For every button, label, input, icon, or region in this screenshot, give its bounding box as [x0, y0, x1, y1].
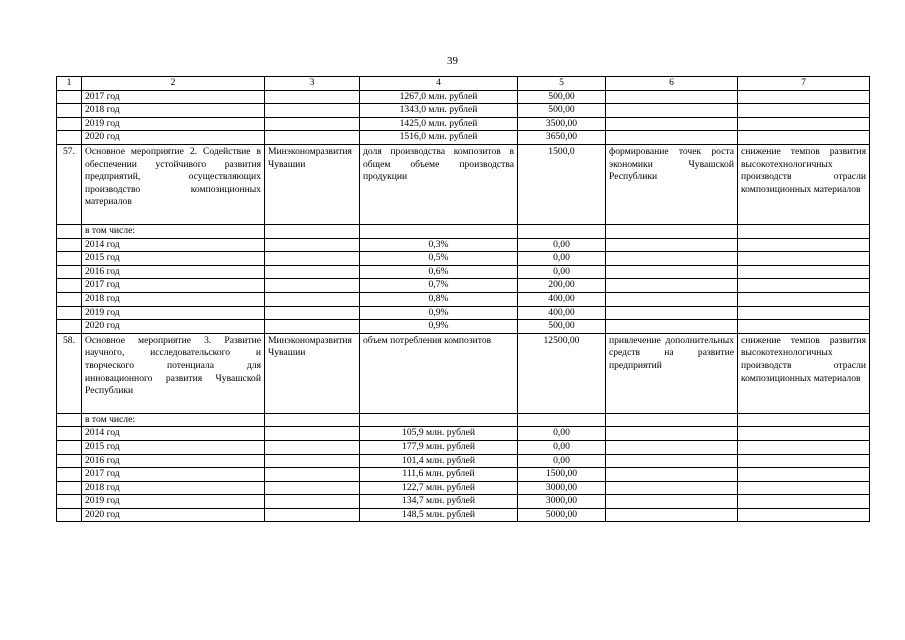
indicator-cell: 148,5 млн. рублей: [360, 508, 518, 522]
indicator-cell: 101,4 млн. рублей: [360, 454, 518, 468]
amount-cell: 1500,00: [518, 468, 606, 482]
year-cell: 2020 год: [82, 508, 265, 522]
header-cell: 2: [82, 77, 265, 91]
indicator-cell: 0,5%: [360, 252, 518, 266]
year-cell: 2016 год: [82, 265, 265, 279]
including-row: [57, 413, 870, 427]
table-row: [57, 279, 870, 293]
amount-cell: 12500,00: [518, 333, 606, 413]
amount-cell: 3000,00: [518, 495, 606, 509]
amount-cell: 3500,00: [518, 117, 606, 131]
risk-cell: снижение темпов развития высокотехнологичных производств отрасли композиционных материалов: [738, 144, 870, 224]
indicator-cell: 1516,0 млн. рублей: [360, 131, 518, 145]
amount-cell: 0,00: [518, 454, 606, 468]
including-row: [57, 224, 870, 238]
year-cell: 2018 год: [82, 481, 265, 495]
amount-cell: 500,00: [518, 90, 606, 104]
result-cell: привлечение дополнительных средств на развитие предприятий: [606, 333, 738, 413]
executor-cell: Минэкономразвития Чувашии: [265, 333, 360, 413]
amount-cell: 3000,00: [518, 481, 606, 495]
table-row: [57, 104, 870, 118]
year-cell: 2019 год: [82, 306, 265, 320]
year-cell: 2019 год: [82, 117, 265, 131]
row-number: 57.: [57, 144, 82, 224]
year-cell: 2019 год: [82, 495, 265, 509]
year-cell: 2017 год: [82, 279, 265, 293]
year-cell: 2014 год: [82, 238, 265, 252]
indicator-cell: 1425,0 млн. рублей: [360, 117, 518, 131]
table-row: [57, 495, 870, 509]
header-row: [57, 77, 870, 91]
measures-table: [56, 76, 870, 522]
indicator-cell: 0,8%: [360, 292, 518, 306]
including-label: в том числе:: [82, 413, 265, 427]
year-cell: 2018 год: [82, 104, 265, 118]
year-cell: 2017 год: [82, 90, 265, 104]
table-row: [57, 306, 870, 320]
table-row: [57, 265, 870, 279]
header-cell: 5: [518, 77, 606, 91]
indicator-cell: 1343,0 млн. рублей: [360, 104, 518, 118]
amount-cell: 3650,00: [518, 131, 606, 145]
header-cell: 7: [738, 77, 870, 91]
table-row: [57, 320, 870, 334]
year-cell: 2015 год: [82, 252, 265, 266]
indicator-cell: 0,9%: [360, 320, 518, 334]
indicator-cell: 134,7 млн. рублей: [360, 495, 518, 509]
result-cell: формирование точек роста экономики Чувашской Республики: [606, 144, 738, 224]
amount-cell: 5000,00: [518, 508, 606, 522]
table-row: [57, 117, 870, 131]
row-number: 58.: [57, 333, 82, 413]
year-cell: 2015 год: [82, 440, 265, 454]
year-cell: 2018 год: [82, 292, 265, 306]
indicator-cell: 122,7 млн. рублей: [360, 481, 518, 495]
amount-cell: 400,00: [518, 292, 606, 306]
indicator-cell: 177,9 млн. рублей: [360, 440, 518, 454]
including-label: в том числе:: [82, 224, 265, 238]
table-row: [57, 131, 870, 145]
indicator-cell: 0,7%: [360, 279, 518, 293]
table-row: [57, 238, 870, 252]
year-cell: 2020 год: [82, 131, 265, 145]
table-row: [57, 90, 870, 104]
indicator-name: доля производства композитов в общем объеме производства продукции: [360, 144, 518, 224]
page-number: 39: [447, 55, 458, 67]
table-row: [57, 427, 870, 441]
amount-cell: 0,00: [518, 427, 606, 441]
indicator-cell: 0,6%: [360, 265, 518, 279]
amount-cell: 200,00: [518, 279, 606, 293]
header-cell: 6: [606, 77, 738, 91]
indicator-cell: 105,9 млн. рублей: [360, 427, 518, 441]
year-cell: 2014 год: [82, 427, 265, 441]
header-cell: 1: [57, 77, 82, 91]
year-cell: 2017 год: [82, 468, 265, 482]
indicator-cell: 0,9%: [360, 306, 518, 320]
year-cell: 2016 год: [82, 454, 265, 468]
measure-row-57: [57, 144, 870, 224]
amount-cell: 0,00: [518, 440, 606, 454]
amount-cell: 0,00: [518, 252, 606, 266]
amount-cell: 1500,0: [518, 144, 606, 224]
executor-cell: Минэкономразвития Чувашии: [265, 144, 360, 224]
amount-cell: 400,00: [518, 306, 606, 320]
header-cell: 4: [360, 77, 518, 91]
table-row: [57, 508, 870, 522]
table-row: [57, 481, 870, 495]
amount-cell: 0,00: [518, 265, 606, 279]
indicator-name: объем потребления композитов: [360, 333, 518, 413]
measure-name: Основное мероприятие 3. Развитие научного, исследовательского и творческого потенциала для инновационного развития Чувашской Республики: [82, 333, 265, 413]
measure-row-58: [57, 333, 870, 413]
amount-cell: 500,00: [518, 104, 606, 118]
measure-name: Основное мероприятие 2. Содействие в обеспечении устойчивого развития предприятий, осуществляющих производство композиционных материалов: [82, 144, 265, 224]
year-cell: 2020 год: [82, 320, 265, 334]
indicator-cell: 111,6 млн. рублей: [360, 468, 518, 482]
header-cell: 3: [265, 77, 360, 91]
table-row: [57, 440, 870, 454]
table-row: [57, 454, 870, 468]
table-row: [57, 292, 870, 306]
indicator-cell: 0,3%: [360, 238, 518, 252]
risk-cell: снижение темпов развития высокотехнологичных производств отрасли композиционных материалов: [738, 333, 870, 413]
indicator-cell: 1267,0 млн. рублей: [360, 90, 518, 104]
amount-cell: 500,00: [518, 320, 606, 334]
table-row: [57, 468, 870, 482]
table-row: [57, 252, 870, 266]
amount-cell: 0,00: [518, 238, 606, 252]
